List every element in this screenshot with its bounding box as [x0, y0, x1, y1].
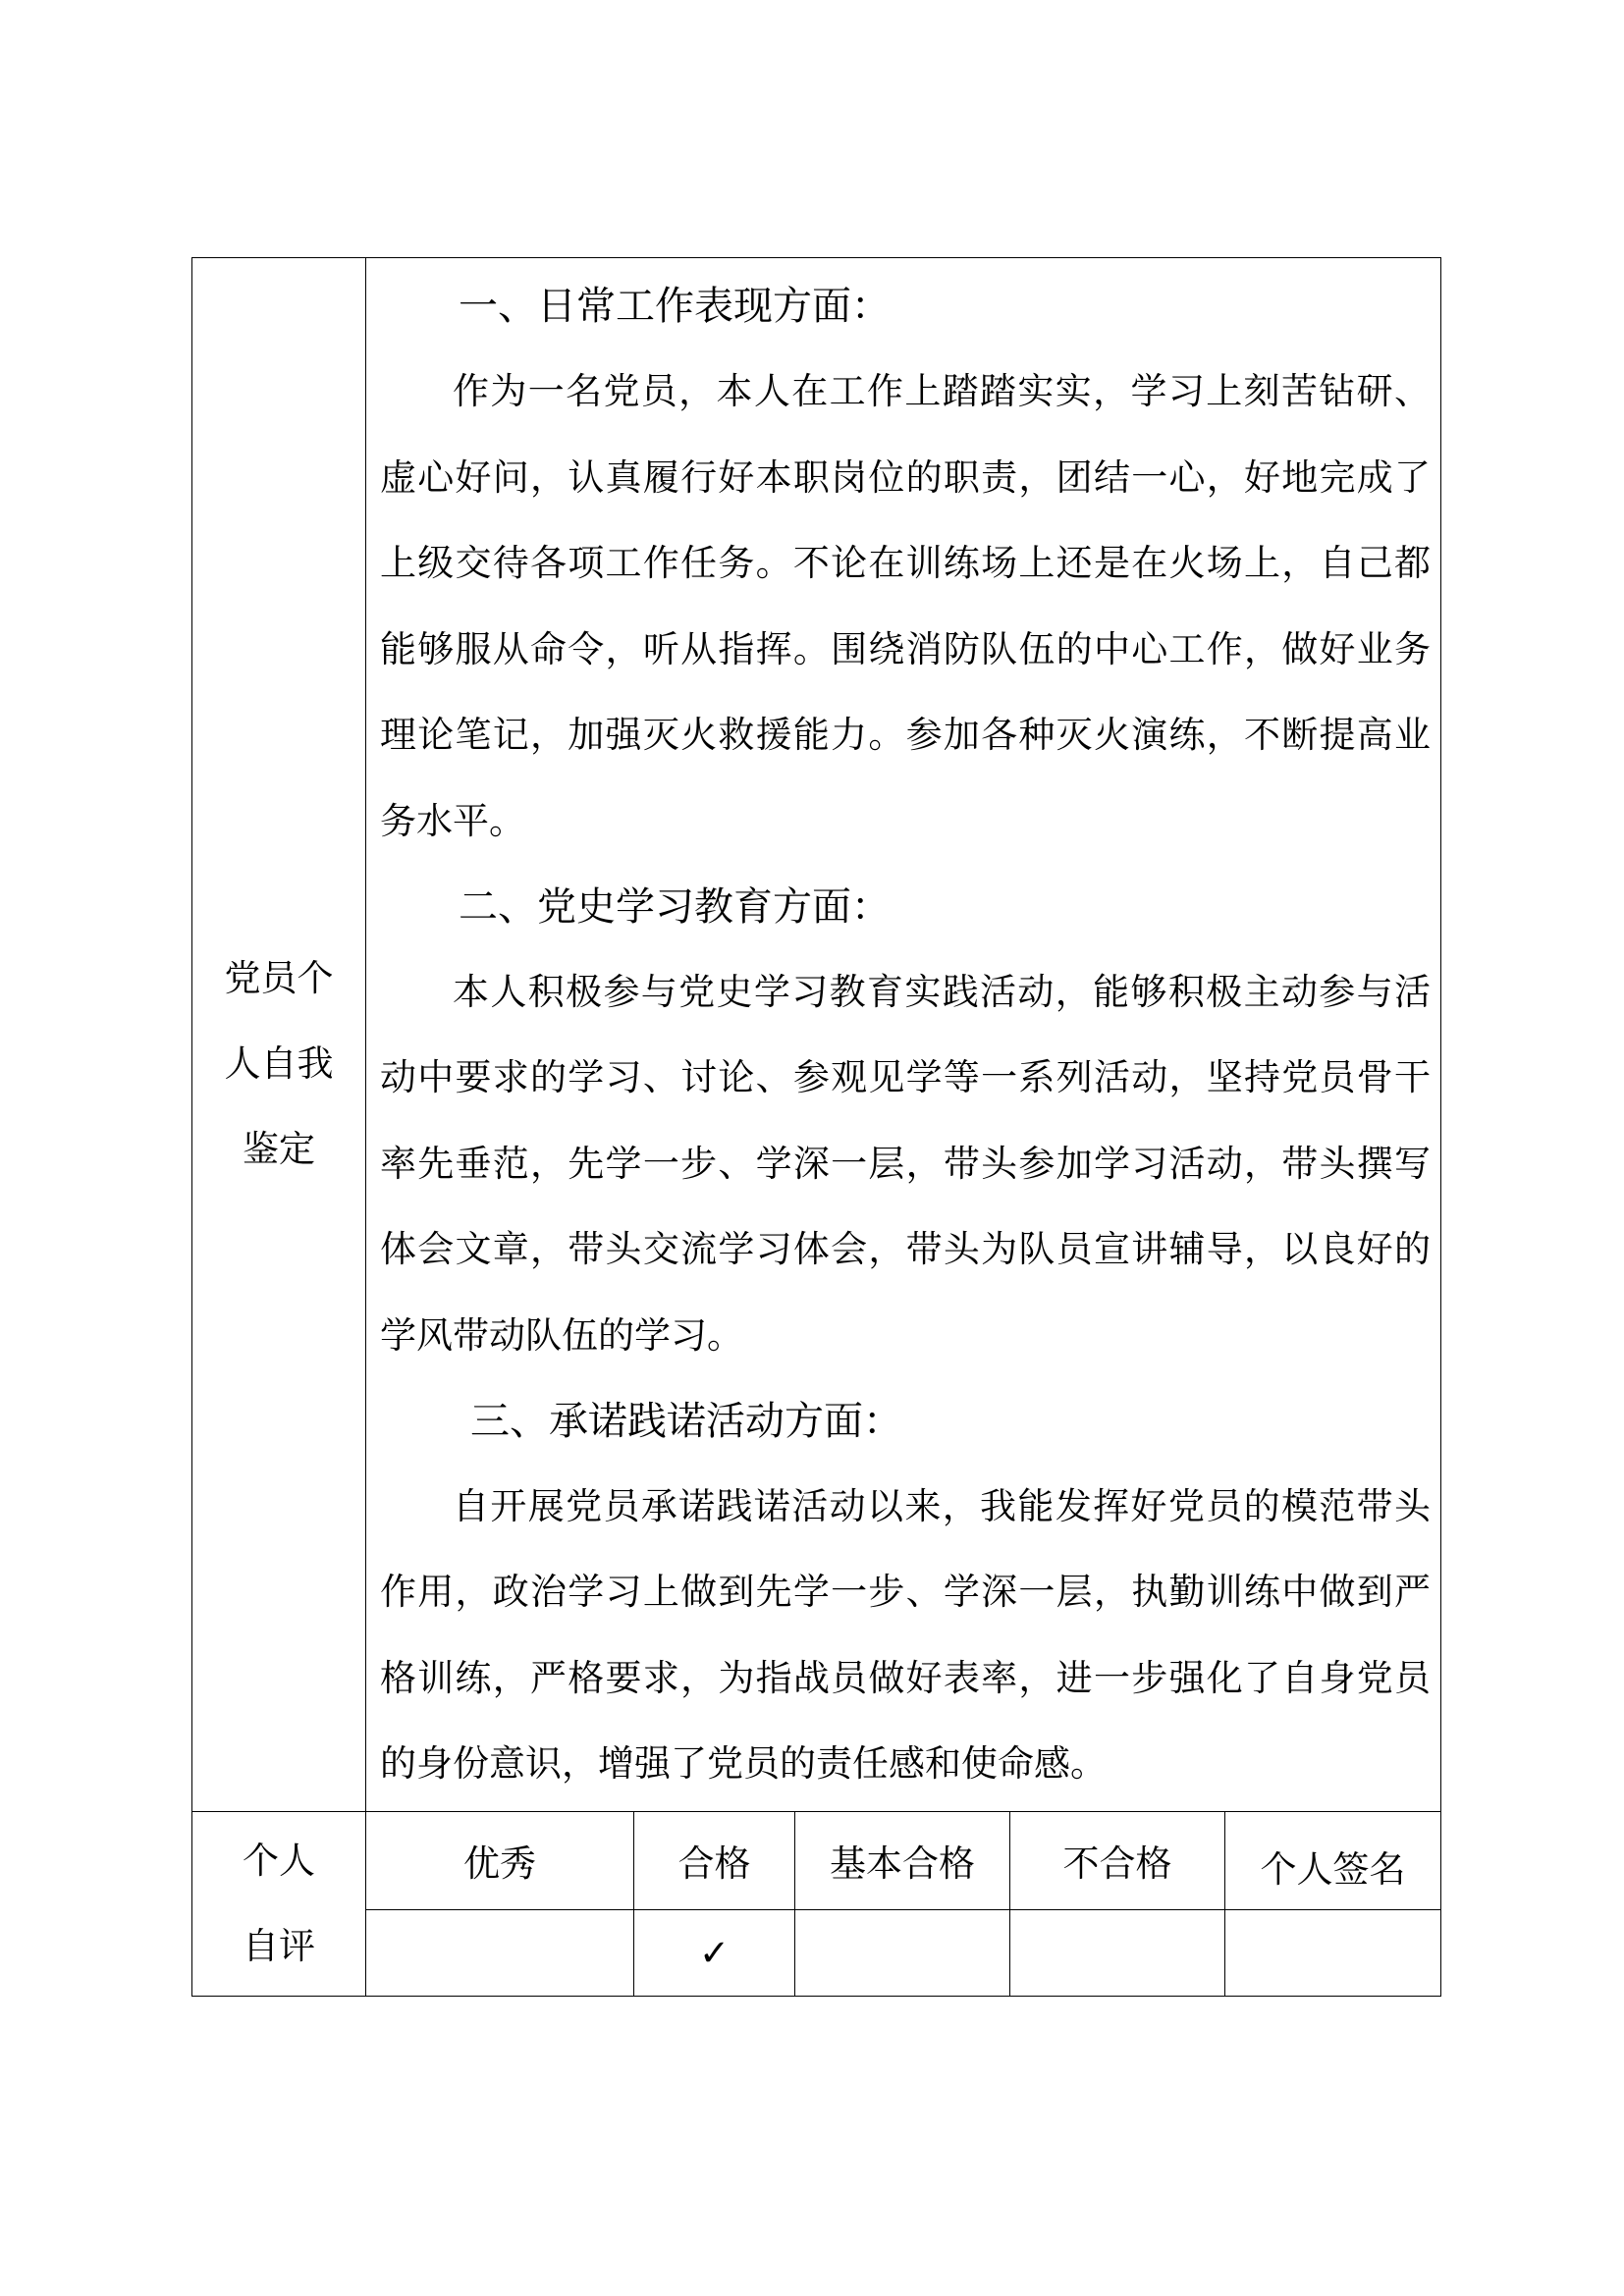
self-rating-header-row [192, 1811, 1441, 1909]
rating-cell-unqualified[interactable] [1010, 1909, 1225, 1996]
self-rating-label: 个人自评 [243, 1840, 315, 1968]
signature-label: 个人签名 [1225, 1811, 1441, 1909]
section-heading-commitment: 三、承诺践诺活动方面： [470, 1398, 902, 1444]
section-heading-daily-work: 一、日常工作表现方面： [459, 284, 891, 329]
self-rating-value-row [192, 1909, 1441, 1996]
check-mark-icon: ✓ [698, 1931, 730, 1974]
section-text-commitment: 自开展党员承诺践诺活动以来，我能发挥好党员的模范带头作用，政治学习上做到先学一步、学深一层，执勤训练中做到严格训练，严格要求，为指战员做好表率，进一步强化了自身党员的身份意识，增强了党员的责任感和使命感。 [380, 1484, 1432, 1786]
rating-option-excellent: 优秀 [366, 1811, 634, 1909]
self-rating-label-cell [192, 1811, 366, 1996]
self-assessment-row [192, 258, 1441, 1812]
rating-option-unqualified: 不合格 [1010, 1811, 1225, 1909]
signature-cell[interactable] [1225, 1909, 1441, 1996]
section-text-daily-work: 作为一名党员，本人在工作上踏踏实实，学习上刻苦钻研、虚心好问，认真履行好本职岗位的职责，团结一心，好地完成了上级交待各项工作任务。不论在训练场上还是在火场上，自己都能够服从命令，听从指挥。围绕消防队伍的中心工作，做好业务理论笔记，加强灭火救援能力。参加各种灭火演练，不断提高业务水平。 [380, 370, 1432, 842]
self-assessment-label: 党员个人自我鉴定 [224, 957, 334, 1171]
rating-option-basically-qualified: 基本合格 [795, 1811, 1010, 1909]
self-assessment-label-cell [192, 258, 366, 1812]
self-assessment-content [366, 258, 1441, 1812]
rating-cell-basically-qualified[interactable] [795, 1909, 1010, 1996]
self-assessment-form [191, 257, 1441, 1997]
rating-cell-qualified[interactable] [634, 1909, 795, 1996]
rating-option-qualified: 合格 [634, 1811, 795, 1909]
section-text-party-history: 本人积极参与党史学习教育实践活动，能够积极主动参与活动中要求的学习、讨论、参观见学等一系列活动，坚持党员骨干率先垂范，先学一步、学深一层，带头参加学习活动，带头撰写体会文章，带头交流学习体会，带头为队员宣讲辅导，以良好的学风带动队伍的学习。 [380, 970, 1432, 1357]
section-heading-party-history: 二、党史学习教育方面： [459, 883, 891, 930]
rating-cell-excellent[interactable] [366, 1909, 634, 1996]
